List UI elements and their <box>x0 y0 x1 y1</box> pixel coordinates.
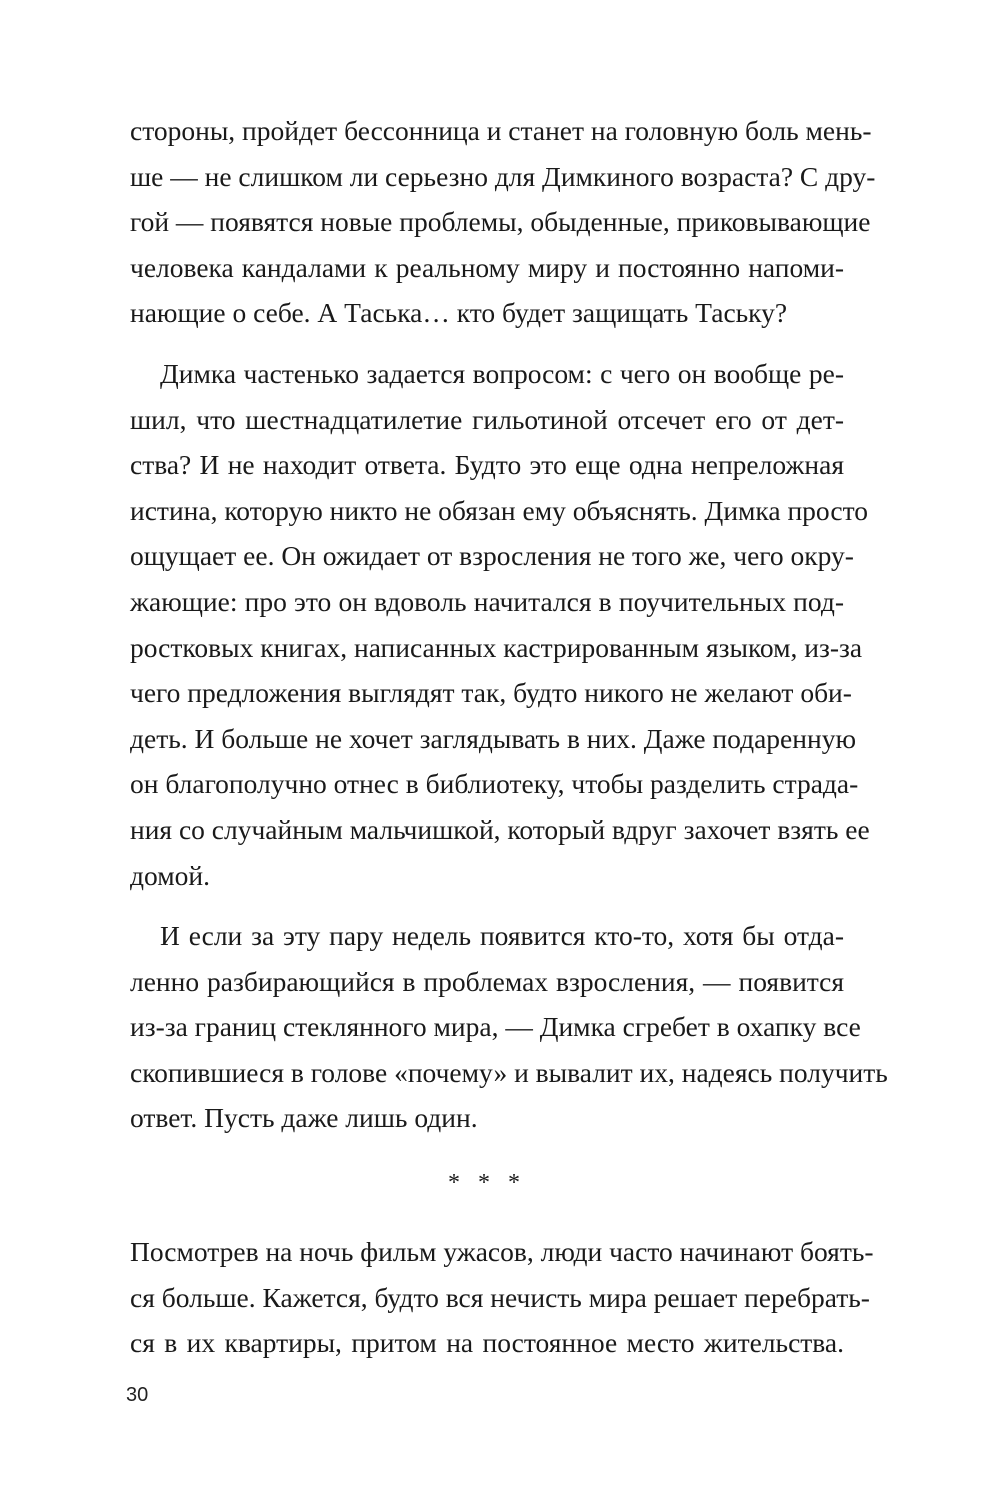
text-line: чего предложения выглядят так, будто никого не желают оби- <box>130 677 852 709</box>
paragraph-2 <box>130 351 870 898</box>
section-separator: * * * <box>448 1170 526 1197</box>
paragraph-3 <box>130 913 888 1141</box>
text-line: домой. <box>130 859 210 891</box>
text-line: Димка частенько задается вопросом: с чего он вообще ре- <box>160 357 844 389</box>
text-line: нающие о себе. А Таська… кто будет защищать Таську? <box>130 297 788 329</box>
text-line: ства? И не находит ответа. Будто это еще одна непреложная <box>130 449 844 481</box>
page-number: 30 <box>126 1384 149 1406</box>
text-line: гой — появятся новые проблемы, обыденные, приковывающие <box>130 206 871 238</box>
text-line: ответ. Пусть даже лишь один. <box>130 1102 478 1134</box>
text-line: жающие: про это он вдоволь начитался в поучительных под- <box>130 585 844 617</box>
paragraph-1 <box>130 108 876 336</box>
text-line: ше — не слишком ли серьезно для Димкиного возраста? С дру- <box>130 160 876 192</box>
text-line: ленно разбирающийся в проблемах взросления, — появится <box>130 965 844 997</box>
text-line: ощущает ее. Он ожидает от взросления не того же, чего окру- <box>130 540 854 572</box>
text-line: И если за эту пару недель появится кто-то, хотя бы отда- <box>160 920 844 952</box>
text-line: шил, что шестнадцатилетие гильотиной отсечет его от дет- <box>130 403 844 435</box>
paragraph-4 <box>130 1229 874 1366</box>
book-page <box>130 108 888 1381</box>
text-line: стороны, пройдет бессонница и станет на головную боль мень- <box>130 115 872 146</box>
text-line: истина, которую никто не обязан ему объяснять. Димка просто <box>130 494 868 526</box>
text-line: он благополучно отнес в библиотеку, чтобы разделить страда- <box>130 768 859 800</box>
text-line: деть. И больше не хочет заглядывать в них. Даже подаренную <box>130 722 856 754</box>
text-line: ния со случайным мальчишкой, который вдруг захочет взять ее <box>130 813 870 845</box>
text-line: скопившиеся в голове «почему» и вывалит их, надеясь получить <box>130 1056 888 1088</box>
text-line: человека кандалами к реальному миру и постоянно напоми- <box>130 251 844 283</box>
text-line: Посмотрев на ночь фильм ужасов, люди часто начинают боять- <box>130 1236 874 1268</box>
text-line: ся больше. Кажется, будто вся нечисть мира решает перебрать- <box>130 1281 870 1313</box>
text-line: ростковых книгах, написанных кастрированным языком, из-за <box>130 631 863 663</box>
text-line: ся в их квартиры, притом на постоянное место жительства. <box>130 1327 844 1359</box>
text-line: из-за границ стеклянного мира, — Димка сгребет в охапку все <box>130 1011 861 1043</box>
